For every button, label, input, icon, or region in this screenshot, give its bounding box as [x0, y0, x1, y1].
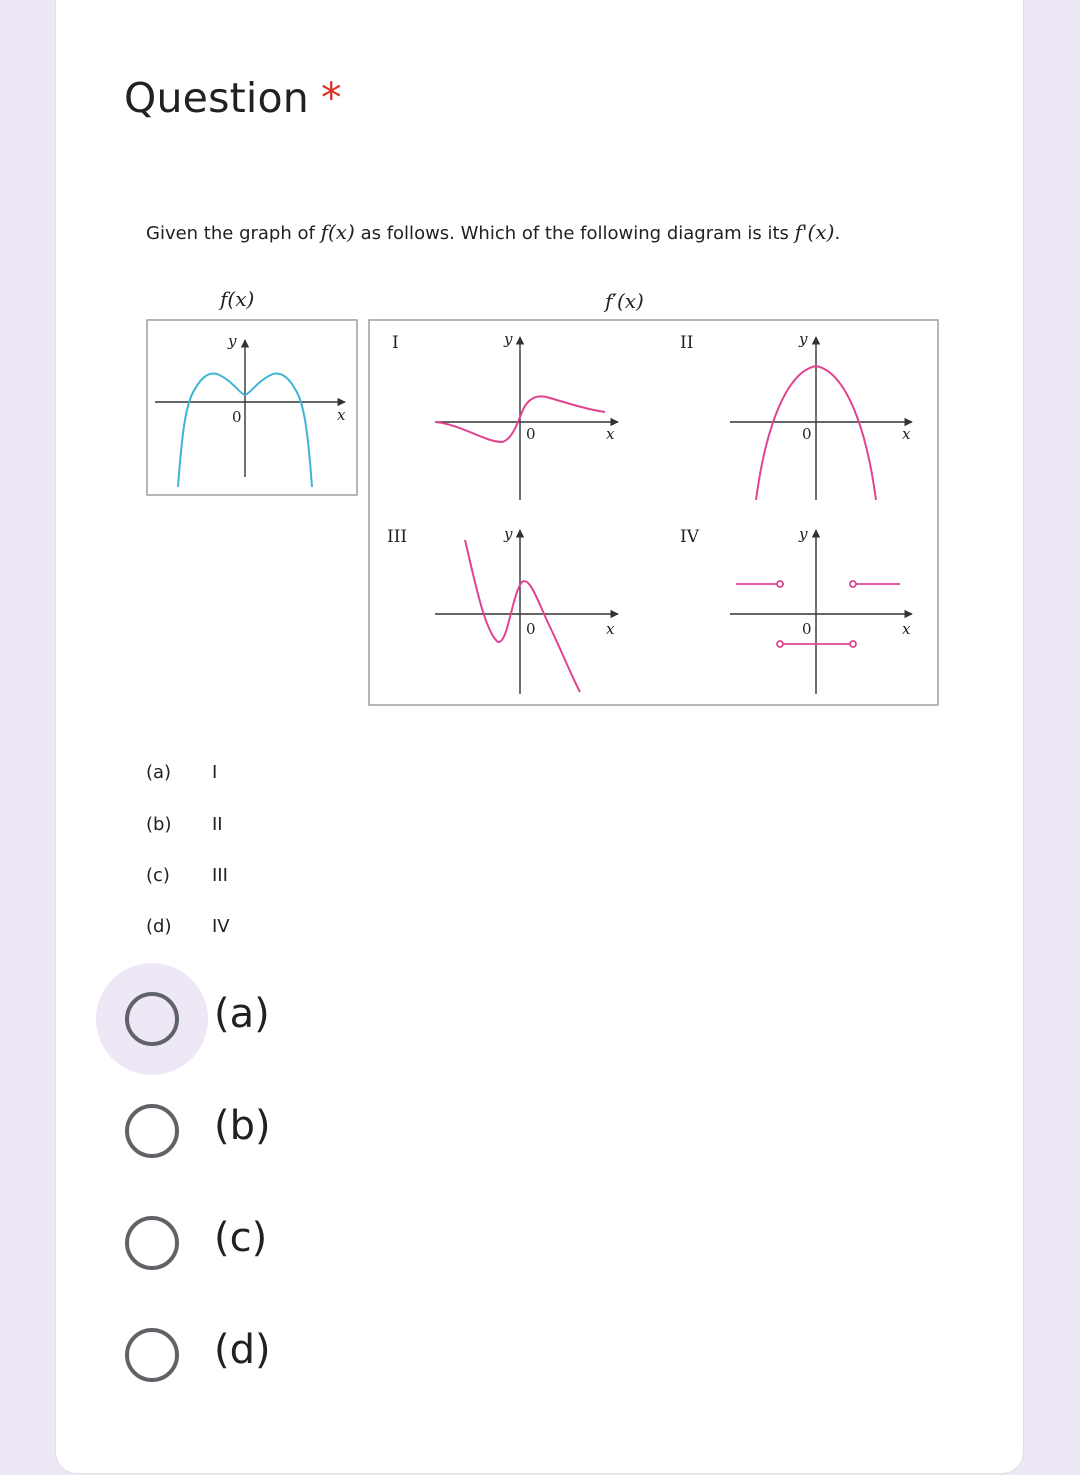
sub-option-d-value: IV: [212, 916, 230, 937]
panel-i-x-label: x: [606, 425, 615, 443]
panel-ii-x-label: x: [902, 425, 911, 443]
choice-c-label: (c): [214, 1215, 268, 1261]
choice-a-radio[interactable]: [125, 992, 179, 1046]
choice-d[interactable]: [96, 1299, 596, 1411]
choice-b-radio[interactable]: [125, 1104, 179, 1158]
panel-i-origin: 0: [526, 425, 536, 443]
panel-label-ii: II: [680, 333, 694, 353]
panel-i-y-label: y: [504, 330, 513, 348]
sub-option-a-value: I: [212, 762, 218, 783]
choice-c-radio[interactable]: [125, 1216, 179, 1270]
sub-option-a: [146, 762, 217, 783]
panel-label-iv: IV: [680, 527, 699, 547]
question-text-part-3: .: [834, 223, 841, 244]
sub-option-b-value: II: [212, 814, 223, 835]
choice-b-label: (b): [214, 1103, 271, 1149]
fx-x-label: x: [337, 406, 346, 424]
panel-label-iii: III: [387, 527, 408, 547]
panel-iv-x-label: x: [902, 620, 911, 638]
choice-a[interactable]: [96, 963, 596, 1075]
panel-iv-origin: 0: [802, 620, 812, 638]
question-title-text: Question: [124, 74, 309, 122]
question-math-fpx: f'(x): [794, 220, 835, 244]
sub-option-c: [146, 865, 228, 886]
panel-iii-x-label: x: [606, 620, 615, 638]
panel-label-i: I: [392, 333, 399, 353]
sub-option-b: [146, 814, 223, 835]
fx-y-label: y: [228, 332, 237, 350]
panel-iii-y-label: y: [504, 525, 513, 543]
sub-option-d-label: (d): [146, 916, 172, 937]
required-asterisk: *: [320, 74, 342, 122]
question-text: [146, 220, 840, 244]
fx-title: f(x): [220, 287, 255, 311]
fpx-title: f′(x): [605, 289, 644, 313]
sub-option-a-label: (a): [146, 762, 172, 783]
panel-ii-y-label: y: [799, 330, 808, 348]
panel-iii-origin: 0: [526, 620, 536, 638]
choice-d-radio[interactable]: [125, 1328, 179, 1382]
panel-ii-origin: 0: [802, 425, 812, 443]
choice-b[interactable]: [96, 1075, 596, 1187]
question-diagram: [140, 282, 950, 712]
panel-iii-curve: [465, 540, 580, 692]
choice-c[interactable]: [96, 1187, 596, 1299]
panel-iv-y-label: y: [799, 525, 808, 543]
question-text-part-1: Given the graph of: [146, 223, 321, 244]
question-math-fx: f(x): [320, 220, 355, 244]
sub-option-c-label: (c): [146, 865, 170, 886]
choice-a-label: (a): [214, 991, 270, 1037]
choice-d-label: (d): [214, 1327, 271, 1373]
sub-option-c-value: III: [212, 865, 228, 886]
fx-origin-label: 0: [232, 408, 242, 426]
sub-option-d: [146, 916, 230, 937]
sub-option-b-label: (b): [146, 814, 172, 835]
question-title: [124, 74, 342, 122]
question-text-part-2: as follows. Which of the following diagram is its: [354, 223, 795, 244]
